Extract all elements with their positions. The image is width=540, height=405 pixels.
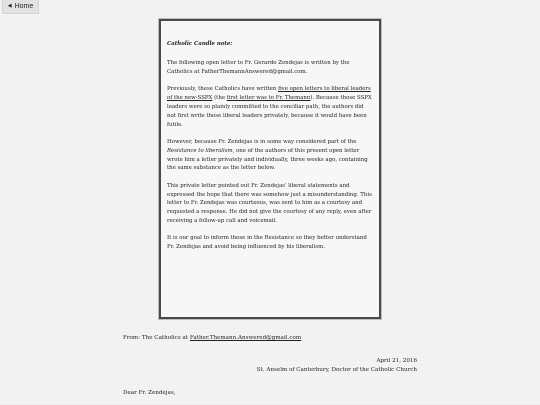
p3-italic: Resistance to liberalism [167,147,233,154]
from-prefix: From: The Catholics at [123,335,190,341]
candle-note-box [159,19,381,319]
from-line [123,334,301,342]
salutation: Dear Fr. Zendejas, [123,390,176,396]
left-triangle-icon: ◀ [7,3,12,9]
note-title-suffix: note: [215,41,233,47]
home-button-label: Home [14,3,34,10]
note-paragraph-2 [167,85,373,129]
note-title [167,40,373,49]
note-title-publication: Catholic Candle [167,41,215,47]
letter-date: April 21, 2016 [376,358,417,364]
p3-text-b: , one of the authors of this present open letter wrote him a letter privately and individually, three weeks ago, containing the same substance as the letter below. [167,147,368,172]
note-paragraph-1: The following open letter to Fr. Gerardo Zendejas is written by the Catholics at FatherThemannAnswered@gmail.com. [167,60,350,76]
note-paragraph-5: It is our goal to inform those in the Resistance so they better understand Fr. Zendejas and avoid being influenced by his liberalism. [167,235,367,251]
p2-text-a: Previously, these Catholics have written [167,86,279,93]
letter-date-block [257,357,417,374]
note-paragraph-4: This private letter pointed out Fr. Zendejas' liberal statements and expressed the hope that there was somehow just a misunderstanding. This letter to Fr. Zendejas was courteous, was sent to him as a courtesy and requested a response. He did not give the courtesy of any reply, even after receiving a follow-up call and voicemail. [167,182,372,225]
p3-text-a: However, because Fr. Zendejas is in some way considered part of the [167,139,357,146]
first-letter-link[interactable]: first letter was to Fr. Themann [226,95,311,102]
home-button[interactable] [2,0,39,14]
from-email-link[interactable]: Father.Themann.Answered@gmail.com [189,335,302,341]
p2-text-c: ). Because those SSPX leaders were so plainly committed to the conciliar path, the authors did not first write those liberal leaders privately, because it would have been futile. [167,95,372,128]
open-letters-link[interactable]: five open letters to liberal leaders of the new-SSPX [167,86,371,102]
letter-feast: St. Anselm of Canterbury, Doctor of the Catholic Church [256,366,417,373]
p2-text-b: (the [212,95,227,102]
note-paragraph-3 [167,138,373,173]
